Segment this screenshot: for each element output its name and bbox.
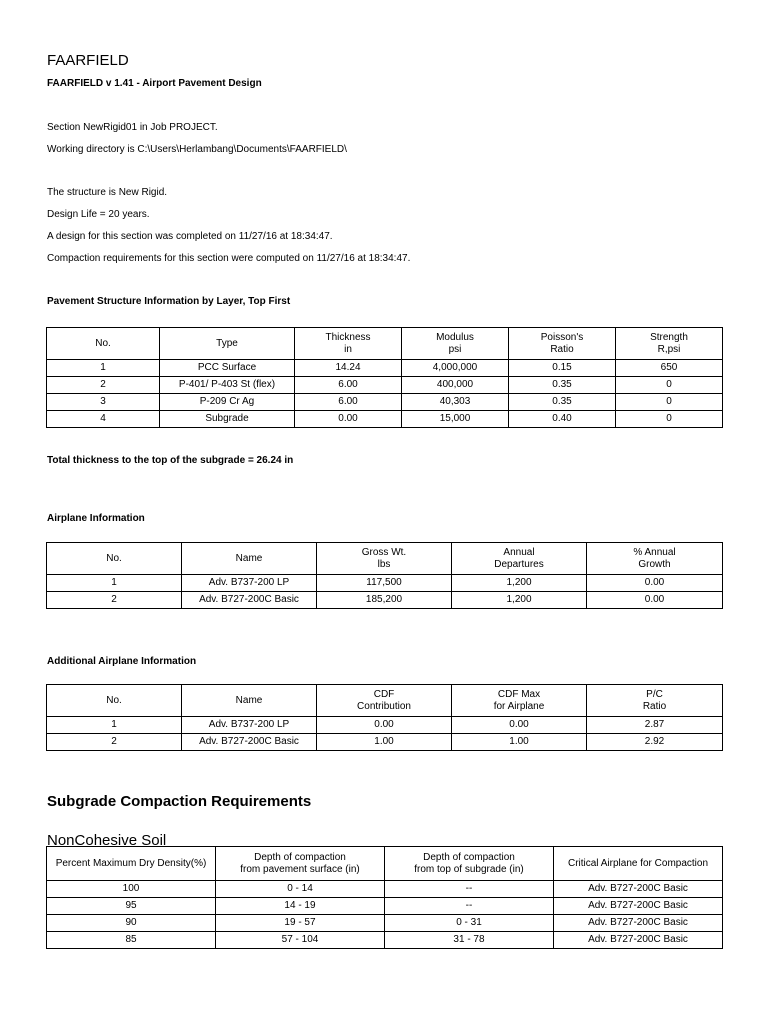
pavement-cell: 6.00 [295, 394, 402, 411]
compaction-cell: 85 [47, 932, 216, 949]
airplane-header-row [47, 543, 723, 575]
additional-airplane-header-text: CDF Max [497, 688, 541, 700]
additional-airplane-header-text: Ratio [642, 700, 667, 712]
compaction-header-cell [47, 847, 216, 881]
additional-airplane-cell: 1.00 [317, 734, 452, 751]
pavement-header-text: psi [448, 343, 462, 355]
additional-airplane-header-cell [317, 685, 452, 717]
pavement-cell: PCC Surface [160, 360, 295, 377]
pavement-cell: 400,000 [402, 377, 509, 394]
airplane-header-cell [587, 543, 723, 575]
airplane-header-text: Name [235, 552, 263, 564]
compaction-computed-line: Compaction requirements for this section were computed on 11/27/16 at 18:34:47. [47, 253, 411, 264]
pavement-cell: 3 [47, 394, 160, 411]
pavement-row [47, 360, 723, 377]
additional-airplane-row [47, 734, 723, 751]
compaction-cell: 57 - 104 [216, 932, 385, 949]
compaction-cell: 19 - 57 [216, 915, 385, 932]
pavement-cell: P-401/ P-403 St (flex) [160, 377, 295, 394]
working-directory-line: Working directory is C:\Users\Herlambang\Documents\FAARFIELD\ [47, 144, 347, 155]
pavement-row [47, 411, 723, 428]
pavement-header-cell [160, 328, 295, 360]
pavement-cell: Subgrade [160, 411, 295, 428]
pavement-cell: 0 [616, 411, 723, 428]
compaction-table [46, 846, 723, 949]
additional-airplane-cell: 2.92 [587, 734, 723, 751]
pavement-header-text: Type [216, 337, 238, 349]
airplane-table [46, 542, 723, 609]
compaction-header-text: Critical Airplane for Compaction [567, 857, 709, 869]
pavement-header-cell [295, 328, 402, 360]
additional-airplane-row [47, 717, 723, 734]
airplane-cell: 1 [47, 575, 182, 592]
compaction-cell: Adv. B727-200C Basic [554, 915, 723, 932]
airplane-cell: Adv. B737-200 LP [182, 575, 317, 592]
compaction-cell: 14 - 19 [216, 898, 385, 915]
additional-airplane-cell: 2.87 [587, 717, 723, 734]
pavement-heading: Pavement Structure Information by Layer, Top First [47, 296, 291, 307]
additional-airplane-cell: 0.00 [452, 717, 587, 734]
structure-line: The structure is New Rigid. [47, 187, 168, 198]
pavement-header-cell [509, 328, 616, 360]
pavement-cell: 4 [47, 411, 160, 428]
additional-airplane-cell: 1.00 [452, 734, 587, 751]
airplane-header-cell [317, 543, 452, 575]
compaction-header-text: from pavement surface (in) [240, 863, 360, 875]
design-life-line: Design Life = 20 years. [47, 209, 150, 220]
pavement-header-cell [402, 328, 509, 360]
pavement-cell: 6.00 [295, 377, 402, 394]
airplane-header-text: Annual [503, 546, 535, 558]
compaction-heading: Subgrade Compaction Requirements [47, 793, 312, 810]
additional-airplane-header-text: for Airplane [493, 700, 545, 712]
pavement-cell: 0 [616, 394, 723, 411]
pavement-cell: 4,000,000 [402, 360, 509, 377]
total-thickness-line: Total thickness to the top of the subgrade = 26.24 in [47, 455, 294, 466]
compaction-row [47, 898, 723, 915]
airplane-header-text: % Annual [633, 546, 676, 558]
additional-airplane-cell: Adv. B727-200C Basic [182, 734, 317, 751]
compaction-cell: Adv. B727-200C Basic [554, 932, 723, 949]
compaction-header-row [47, 847, 723, 881]
airplane-cell: Adv. B727-200C Basic [182, 592, 317, 609]
pavement-header-text: R,psi [657, 343, 681, 355]
compaction-cell: -- [385, 881, 554, 898]
compaction-header-text: Depth of compaction [423, 851, 515, 863]
additional-airplane-header-cell [452, 685, 587, 717]
pavement-cell: 0.40 [509, 411, 616, 428]
pavement-cell: 40,303 [402, 394, 509, 411]
pavement-cell: 0.15 [509, 360, 616, 377]
airplane-header-cell [47, 543, 182, 575]
section-line: Section NewRigid01 in Job PROJECT. [47, 122, 218, 133]
pavement-header-row [47, 328, 723, 360]
airplane-header-text: Departures [494, 558, 544, 570]
airplane-cell: 117,500 [317, 575, 452, 592]
airplane-header-text: Growth [638, 558, 671, 570]
pavement-cell: P-209 Cr Ag [160, 394, 295, 411]
pavement-cell: 0.35 [509, 377, 616, 394]
additional-airplane-header-text: CDF [373, 688, 395, 700]
pavement-cell: 0 [616, 377, 723, 394]
compaction-header-text: Depth of compaction [254, 851, 346, 863]
pavement-cell: 0.35 [509, 394, 616, 411]
pavement-row [47, 394, 723, 411]
compaction-cell: 0 - 14 [216, 881, 385, 898]
additional-airplane-header-text: No. [106, 694, 122, 706]
airplane-header-text: Gross Wt. [361, 546, 407, 558]
compaction-cell: 0 - 31 [385, 915, 554, 932]
pavement-header-text: Modulus [436, 331, 474, 343]
compaction-cell: 90 [47, 915, 216, 932]
additional-airplane-cell: Adv. B737-200 LP [182, 717, 317, 734]
pavement-header-cell [616, 328, 723, 360]
additional-airplane-cell: 2 [47, 734, 182, 751]
additional-airplane-header-cell [587, 685, 723, 717]
compaction-header-text: Percent Maximum Dry Density(%) [55, 857, 207, 869]
pavement-header-text: Thickness [325, 331, 371, 343]
compaction-row [47, 932, 723, 949]
compaction-cell: Adv. B727-200C Basic [554, 898, 723, 915]
app-subtitle: FAARFIELD v 1.41 - Airport Pavement Design [47, 78, 262, 89]
airplane-row [47, 592, 723, 609]
airplane-header-cell [182, 543, 317, 575]
airplane-cell: 1,200 [452, 592, 587, 609]
compaction-cell: 100 [47, 881, 216, 898]
additional-heading: Additional Airplane Information [47, 656, 197, 667]
compaction-header-cell [385, 847, 554, 881]
airplane-row [47, 575, 723, 592]
compaction-header-cell [554, 847, 723, 881]
additional-airplane-header-row [47, 685, 723, 717]
compaction-header-text: from top of subgrade (in) [414, 863, 524, 875]
airplane-cell: 1,200 [452, 575, 587, 592]
additional-table [46, 684, 723, 751]
compaction-cell: Adv. B727-200C Basic [554, 881, 723, 898]
additional-airplane-header-text: Contribution [357, 700, 411, 712]
pavement-header-cell [47, 328, 160, 360]
pavement-header-text: Ratio [550, 343, 574, 355]
compaction-row [47, 915, 723, 932]
additional-airplane-header-cell [182, 685, 317, 717]
pavement-row [47, 377, 723, 394]
airplane-header-cell [452, 543, 587, 575]
airplane-heading: Airplane Information [47, 513, 145, 524]
additional-airplane-cell: 1 [47, 717, 182, 734]
pavement-header-text: in [344, 343, 352, 355]
pavement-cell: 1 [47, 360, 160, 377]
additional-airplane-cell: 0.00 [317, 717, 452, 734]
pavement-table [46, 327, 723, 428]
airplane-cell: 185,200 [317, 592, 452, 609]
compaction-cell: -- [385, 898, 554, 915]
app-title: FAARFIELD [47, 52, 129, 69]
pavement-header-text: Poisson's [540, 331, 584, 343]
pavement-cell: 2 [47, 377, 160, 394]
airplane-cell: 2 [47, 592, 182, 609]
additional-airplane-header-cell [47, 685, 182, 717]
compaction-cell: 31 - 78 [385, 932, 554, 949]
pavement-cell: 14.24 [295, 360, 402, 377]
additional-airplane-header-text: P/C [646, 688, 663, 700]
additional-airplane-header-text: Name [235, 694, 263, 706]
noncohesive-soil-heading: NonCohesive Soil [47, 832, 167, 849]
compaction-row [47, 881, 723, 898]
airplane-cell: 0.00 [587, 575, 723, 592]
compaction-header-cell [216, 847, 385, 881]
airplane-cell: 0.00 [587, 592, 723, 609]
pavement-header-text: Strength [650, 331, 688, 343]
airplane-header-text: No. [106, 552, 122, 564]
pavement-cell: 0.00 [295, 411, 402, 428]
compaction-cell: 95 [47, 898, 216, 915]
pavement-cell: 650 [616, 360, 723, 377]
pavement-cell: 15,000 [402, 411, 509, 428]
design-completed-line: A design for this section was completed on 11/27/16 at 18:34:47. [47, 231, 333, 242]
pavement-header-text: No. [95, 337, 111, 349]
airplane-header-text: lbs [377, 558, 391, 570]
